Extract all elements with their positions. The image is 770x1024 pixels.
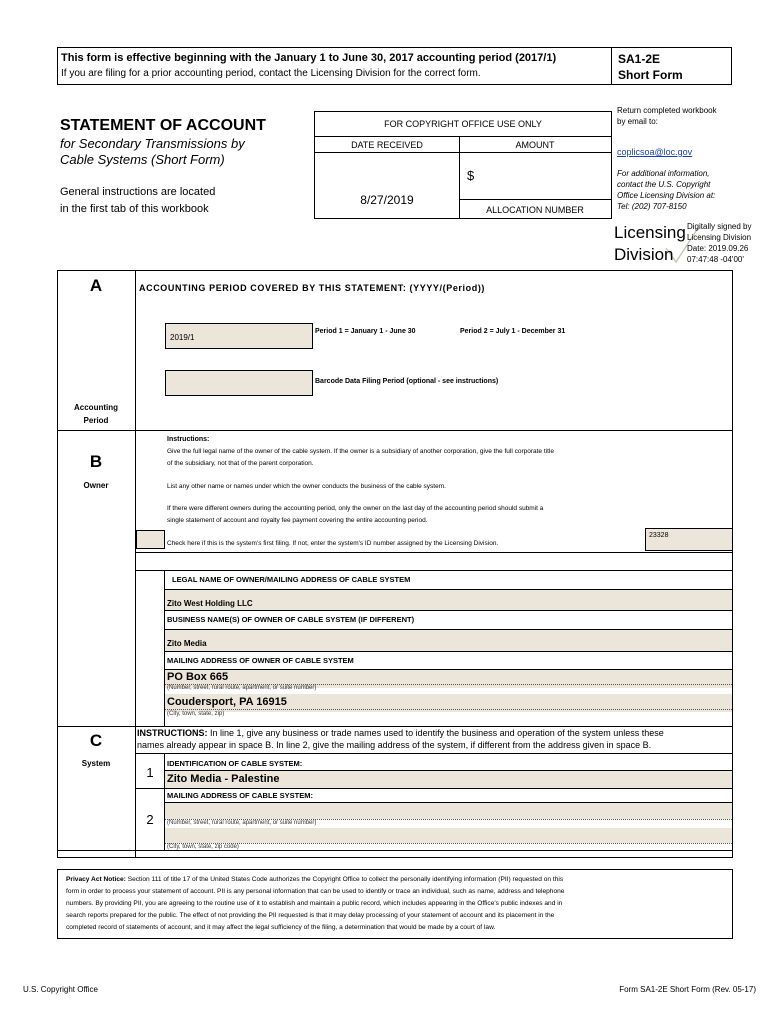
return-line-2: by email to: — [617, 117, 658, 126]
system-address-input-1[interactable] — [165, 803, 732, 819]
privacy-line-1: Section 111 of title 17 of the United States Code authorizes the Copyright Office to collect the personally identifying information (PII) requested on this — [125, 876, 564, 883]
section-b-instr-5: single statement of account and royalty fee payment covering the entire accounting period. — [167, 517, 428, 524]
signature-detail-2: Licensing Division — [687, 233, 752, 242]
privacy-line-2: form in order to process your statement of account. PII is any personal information that can be used to identify or trace an individual, such as name, address and telephone — [66, 888, 565, 895]
system-address-caption-1: (Number, street, rural route, apartment, or suite number) — [167, 820, 317, 826]
section-b-label: Owner — [83, 481, 109, 490]
business-names-value: Zito Media — [167, 639, 207, 648]
form-code-box — [611, 47, 732, 85]
info-line-1: For additional information, — [617, 169, 710, 178]
signature-name-2: Division — [614, 245, 674, 264]
section-a-letter: A — [89, 276, 103, 295]
page-title: STATEMENT OF ACCOUNT — [60, 117, 266, 134]
info-line-4: Tel: (202) 707-8150 — [617, 202, 687, 211]
effective-notice-box — [57, 47, 612, 85]
accounting-period-value: 2019/1 — [170, 333, 195, 342]
owner-address-line-2: Coudersport, PA 16915 — [167, 696, 287, 708]
period-1-text: Period 1 = January 1 - June 30 — [315, 328, 416, 335]
signature-detail-4: 07:47:48 -04'00' — [687, 255, 744, 264]
period-2-text: Period 2 = July 1 - December 31 — [460, 328, 566, 335]
identification-label: IDENTIFICATION OF CABLE SYSTEM: — [167, 759, 303, 768]
instructions-note-2: in the first tab of this workbook — [60, 203, 209, 215]
owner-address-caption-1: (Number, street, rural route, apartment, or suite number) — [167, 685, 317, 691]
return-email-link[interactable]: coplicsoa@loc.gov — [617, 147, 693, 157]
owner-mailing-label: MAILING ADDRESS OF OWNER OF CABLE SYSTEM — [167, 656, 354, 665]
info-line-2: contact the U.S. Copyright — [617, 180, 711, 189]
privacy-line-3: numbers. By providing PII, you are agreeing to the routine use of it to establish and maintain a public record, which includes appearing in the Office's public indexes and in — [66, 900, 563, 907]
instructions-note-1: General instructions are located — [60, 186, 216, 198]
office-use-heading: FOR COPYRIGHT OFFICE USE ONLY — [384, 119, 542, 129]
section-a-label-1: Accounting — [74, 403, 118, 412]
section-a-heading: ACCOUNTING PERIOD COVERED BY THIS STATEMENT: (YYYY/(Period)) — [139, 283, 486, 293]
barcode-period-input[interactable] — [165, 370, 313, 396]
system-address-input-2[interactable] — [165, 828, 732, 843]
first-filing-checkbox[interactable] — [136, 530, 165, 549]
section-c-letter: C — [89, 731, 103, 750]
section-c-instructions-bold: INSTRUCTIONS: — [137, 728, 208, 738]
owner-address-caption-2: (City, town, state, zip) — [167, 711, 225, 717]
owner-address-line-1: PO Box 665 — [167, 671, 229, 683]
system-line-2-number: 2 — [146, 812, 154, 827]
section-b-instructions-heading: Instructions: — [167, 436, 210, 443]
section-b-instr-4: If there were different owners during the accounting period, only the owner on the last day of the accounting period should submit a — [167, 505, 544, 512]
privacy-line-5: completed record of statements of account, and it may affect the legal sufficiency of the filing, a determination that would be made by a court of law. — [66, 924, 496, 931]
section-b-instr-3: List any other name or names under which the owner conducts the business of the cable system. — [167, 483, 446, 490]
privacy-line-4: search reports prepared for the public. The effect of not providing the PII requested is that it may delay processing of your statement of account and its placement in the — [66, 912, 555, 919]
section-c-instructions-text-2: names already appear in space B. In line 2, give the mailing address of the system, if different from the address given in space B. — [137, 740, 652, 750]
signature-name-1: Licensing — [614, 223, 686, 242]
effective-line: This form is effective beginning with the January 1 to June 30, 2017 accounting period (2017/1) — [61, 52, 557, 64]
title-sub-2: Cable Systems (Short Form) — [60, 152, 225, 167]
info-line-3: Office Licensing Division at: — [617, 191, 716, 200]
return-line-1: Return completed workbook — [617, 106, 717, 115]
system-mailing-label: MAILING ADDRESS OF CABLE SYSTEM: — [167, 791, 313, 800]
privacy-bold: Privacy Act Notice: — [66, 876, 126, 883]
section-c-instructions-text-1: In line 1, give any business or trade names used to identify the business and operation of the system unless these — [207, 728, 664, 738]
office-use-box — [314, 111, 612, 219]
dollar-sign: $ — [467, 168, 475, 183]
business-names-input[interactable] — [165, 630, 732, 651]
first-filing-text: Check here if this is the system's first filing. If not, enter the system's ID number assigned by the Licensing Division. — [167, 540, 499, 547]
allocation-label: ALLOCATION NUMBER — [486, 205, 584, 215]
section-b-instr-2: of the subsidiary, not that of the parent corporation. — [167, 460, 314, 467]
prior-period-line: If you are filing for a prior accounting period, contact the Licensing Division for the correct form. — [61, 68, 481, 79]
system-line-1-number: 1 — [146, 765, 154, 780]
system-address-caption-2: (City, town, state, zip code) — [167, 844, 239, 850]
section-b-letter: B — [89, 452, 103, 471]
legal-name-value: Zito West Holding LLC — [167, 599, 253, 608]
legal-name-label: LEGAL NAME OF OWNER/MAILING ADDRESS OF CABLE SYSTEM — [172, 575, 411, 584]
footer-left: U.S. Copyright Office — [23, 985, 98, 994]
privacy-line-1-wrap — [66, 876, 563, 883]
signature-block — [612, 220, 762, 270]
footer-right: Form SA1-2E Short Form (Rev. 05-17) — [619, 985, 756, 994]
section-c-label: System — [81, 759, 111, 768]
amount-label: AMOUNT — [515, 140, 555, 150]
identification-value: Zito Media - Palestine — [167, 773, 280, 785]
system-id-value: 23328 — [649, 532, 669, 539]
form-subtitle: Short Form — [618, 68, 683, 82]
signature-detail-1: Digitally signed by — [687, 222, 752, 231]
date-received-label: DATE RECEIVED — [351, 140, 423, 150]
identification-input[interactable] — [165, 771, 732, 788]
system-id-input[interactable] — [645, 528, 733, 551]
date-received-value: 8/27/2019 — [360, 193, 414, 207]
section-c-instructions-1 — [137, 728, 664, 738]
barcode-text: Barcode Data Filing Period (optional - see instructions) — [315, 378, 499, 385]
accounting-period-input[interactable] — [165, 323, 313, 349]
legal-name-input[interactable] — [165, 590, 732, 610]
section-b-instr-1: Give the full legal name of the owner of the cable system. If the owner is a subsidiary of another corporation, give the full corporate title — [167, 448, 554, 455]
business-names-label: BUSINESS NAME(S) OF OWNER OF CABLE SYSTEM (IF DIFFERENT) — [167, 615, 415, 624]
title-sub-1: for Secondary Transmissions by — [60, 136, 245, 151]
form-code: SA1-2E — [618, 52, 661, 66]
section-a-label-2: Period — [83, 416, 109, 425]
privacy-notice-box — [57, 869, 733, 939]
signature-detail-3: Date: 2019.09.26 — [687, 244, 749, 253]
